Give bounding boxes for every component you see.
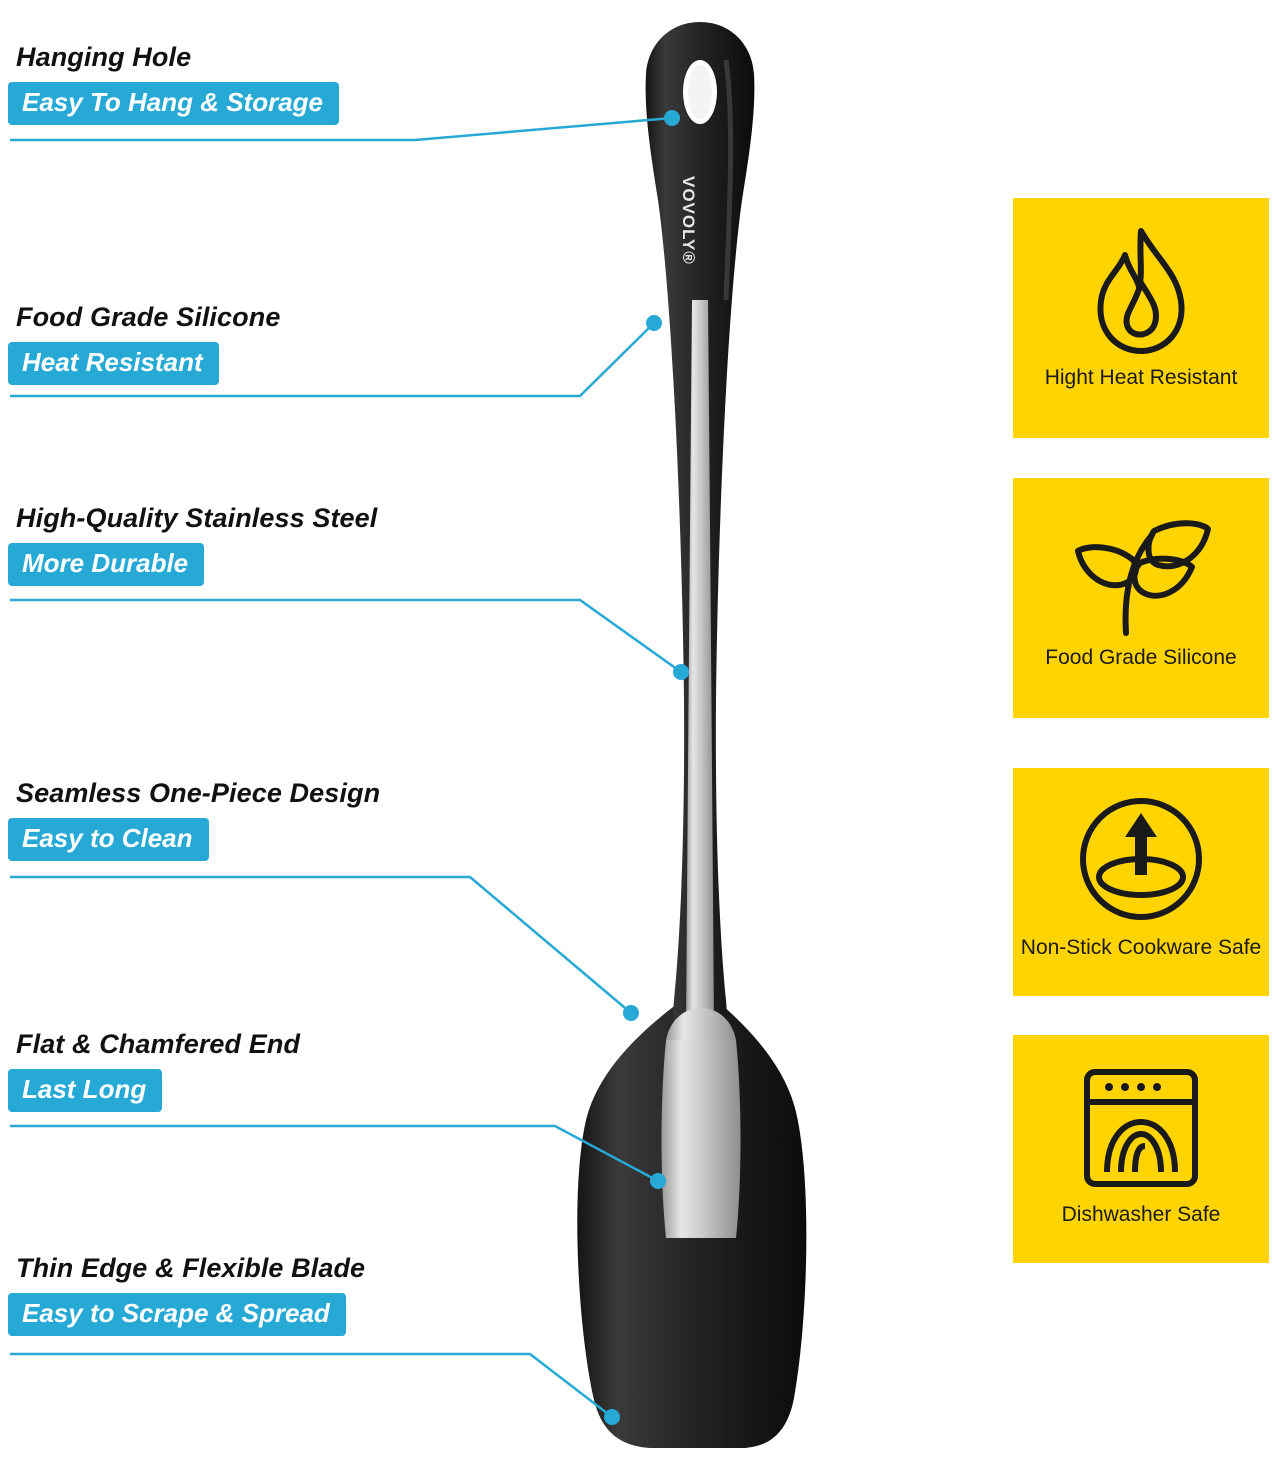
feature-tag: Easy To Hang & Storage: [8, 82, 339, 125]
feature-tag: Easy to Scrape & Spread: [8, 1293, 346, 1336]
feature-callout-thin-edge: [8, 1253, 365, 1336]
feature-title: Seamless One-Piece Design: [16, 778, 381, 808]
feature-tag: More Durable: [8, 543, 204, 586]
benefit-card-non-stick: [1013, 768, 1269, 996]
feature-title: Thin Edge & Flexible Blade: [16, 1253, 366, 1283]
leaf-plant-icon: [1066, 496, 1216, 646]
feature-callout-flat-end: [8, 1029, 300, 1112]
non-stick-pan-icon: [1071, 786, 1211, 936]
benefit-label: Dishwasher Safe: [1061, 1203, 1221, 1226]
feature-callout-hanging-hole: [8, 42, 339, 125]
dishwasher-icon: [1071, 1053, 1211, 1203]
benefit-label: Hight Heat Resistant: [1044, 366, 1238, 389]
feature-title: Flat & Chamfered End: [16, 1029, 301, 1059]
benefit-card-food-grade: [1013, 478, 1269, 718]
benefit-label: Food Grade Silicone: [1045, 646, 1237, 669]
feature-callout-steel: [8, 503, 377, 586]
feature-title: Hanging Hole: [16, 42, 192, 72]
benefit-card-dishwasher: [1013, 1035, 1269, 1263]
stainless-steel-end: [662, 1040, 741, 1238]
flame-icon: [1081, 216, 1201, 366]
feature-tag: Easy to Clean: [8, 818, 209, 861]
product-image-spatula: [520, 0, 900, 1471]
feature-tag: Last Long: [8, 1069, 162, 1112]
feature-tag: Heat Resistant: [8, 342, 219, 385]
feature-title: Food Grade Silicone: [16, 302, 281, 332]
hanging-hole-inner: [688, 65, 712, 119]
benefit-card-heat-resistant: [1013, 198, 1269, 438]
feature-callout-seamless: [8, 778, 380, 861]
brand-label: VOVOLY®: [679, 176, 698, 265]
feature-callout-silicone: [8, 302, 280, 385]
feature-title: High-Quality Stainless Steel: [16, 503, 378, 533]
benefit-label: Non-Stick Cookware Safe: [1020, 936, 1262, 959]
